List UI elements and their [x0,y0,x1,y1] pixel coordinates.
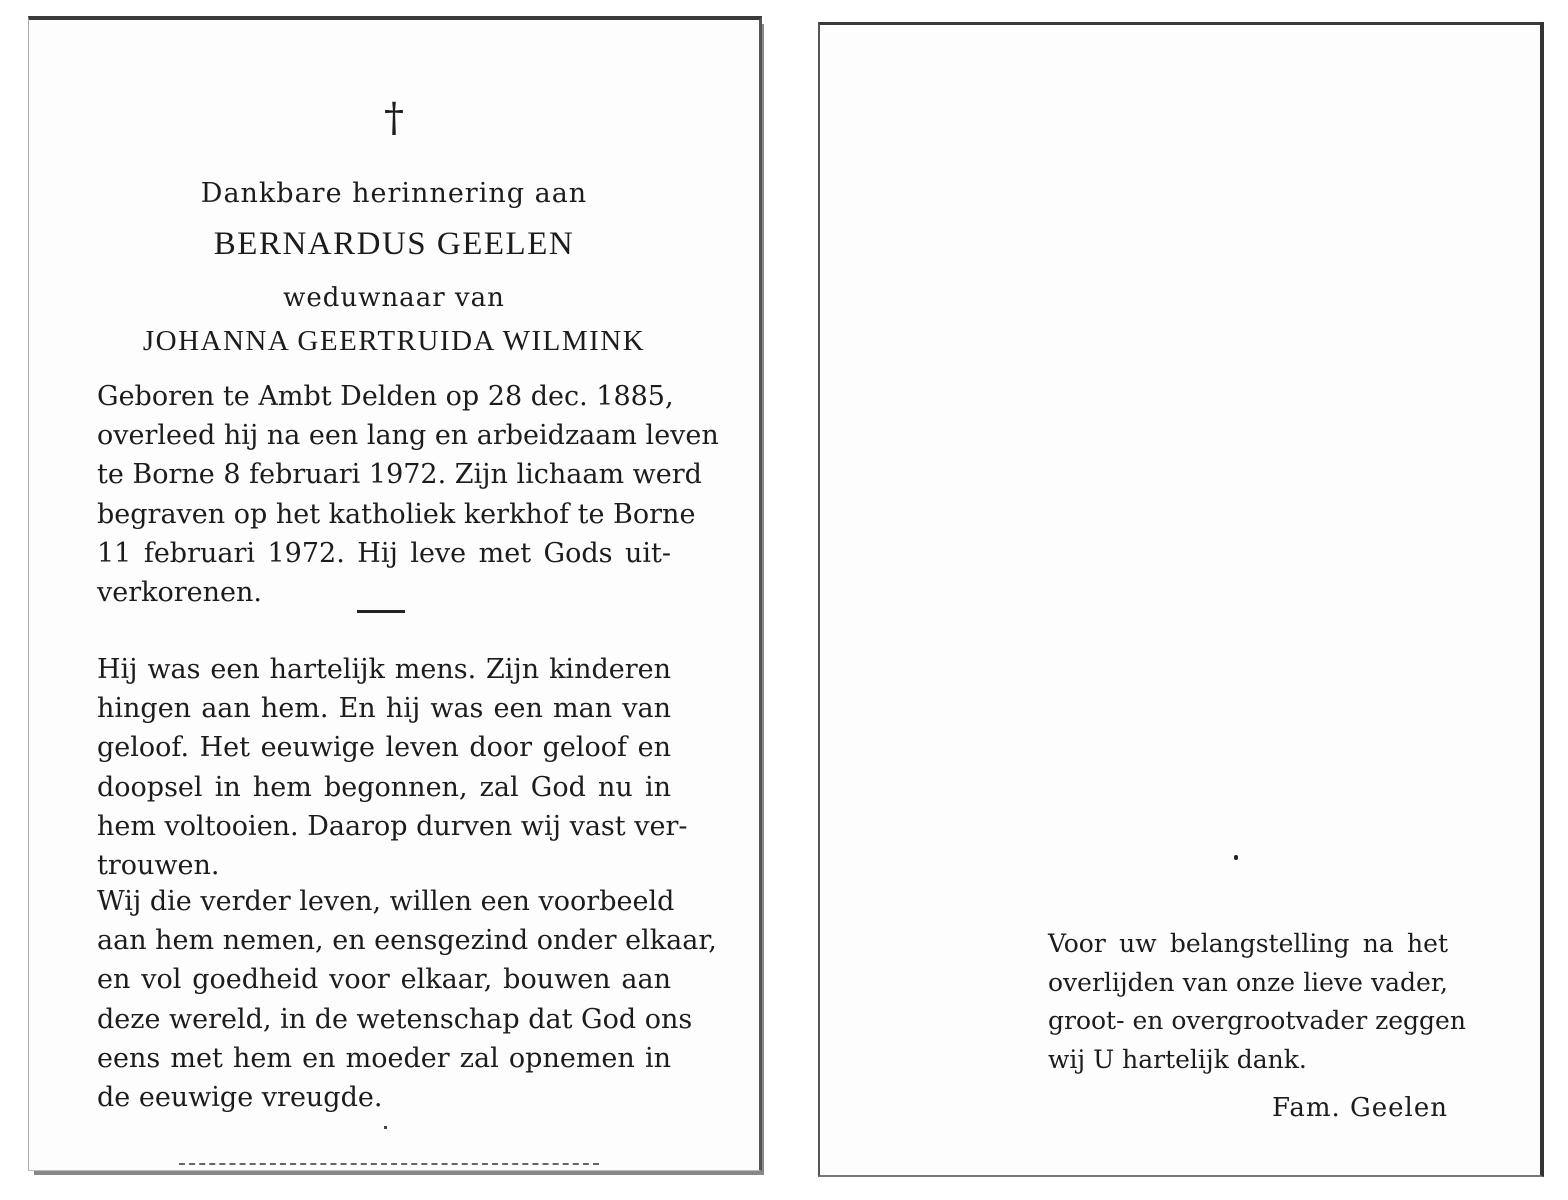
tribute-paragraph [97,650,688,885]
memorial-card-back [818,22,1544,1177]
deceased-name: BERNARDUS GEELEN [213,226,575,262]
thanks-paragraph [1048,925,1466,1079]
tribute-line: hem voltooien. Daarop durven wij vast ver- [97,810,688,842]
thanks-line: Voor uw belangstelling na het [1048,929,1448,958]
print-mark [384,1126,387,1129]
family-signature: Fam. Geelen [1272,1093,1448,1123]
hope-line: en vol goedheid voor elkaar, bouwen aan [97,964,671,996]
hope-line: aan hem nemen, en eensgezind onder elkaar, [97,925,717,957]
biography-line: te Borne 8 februari 1972. Zijn lichaam werd [97,459,702,491]
tribute-line: Hij was een hartelijk mens. Zijn kinderen [97,654,671,685]
hope-line: de eeuwige vreugde. [97,1082,383,1114]
thanks-line: overlijden van onze lieve vader, [1048,967,1448,997]
tribute-line: geloof. Het eeuwige leven door geloof en [97,732,671,764]
biography-line: Geboren te Ambt Delden op 28 dec. 1885, [97,381,674,412]
spouse-name: JOHANNA GEERTRUIDA WILMINK [142,325,646,357]
biography-paragraph [97,377,719,612]
print-speck [1234,855,1238,860]
biography-line: begraven op het katholiek kerkhof te Borne [97,498,696,530]
biography-line: overleed hij na een lang en arbeidzaam leven [97,420,719,452]
tribute-line: doopsel in hem begonnen, zal God nu in [97,771,671,803]
tribute-line: hingen aan hem. En hij was een man van [97,693,671,725]
bottom-edge-mark [179,1163,599,1165]
cross-icon: † [384,95,404,141]
hope-line: eens met hem en moeder zal opnemen in [97,1042,671,1074]
thanks-line: wij U hartelijk dank. [1048,1044,1307,1074]
biography-line: 11 februari 1972. Hij leve met Gods uit- [97,537,671,569]
hope-line: deze wereld, in de wetenschap dat God ons [97,1003,693,1035]
memorial-card-front [28,16,762,1171]
hope-paragraph [97,882,717,1117]
biography-line: verkorenen. [97,577,262,609]
thanks-line: groot- en overgrootvader zeggen [1048,1006,1466,1035]
tribute-line: trouwen. [97,850,220,882]
widow-of-text: weduwnaar van [283,283,505,313]
hope-line: Wij die verder leven, willen een voorbeeld [97,886,675,917]
section-divider [357,610,405,613]
intro-text: Dankbare herinnering aan [200,178,588,209]
